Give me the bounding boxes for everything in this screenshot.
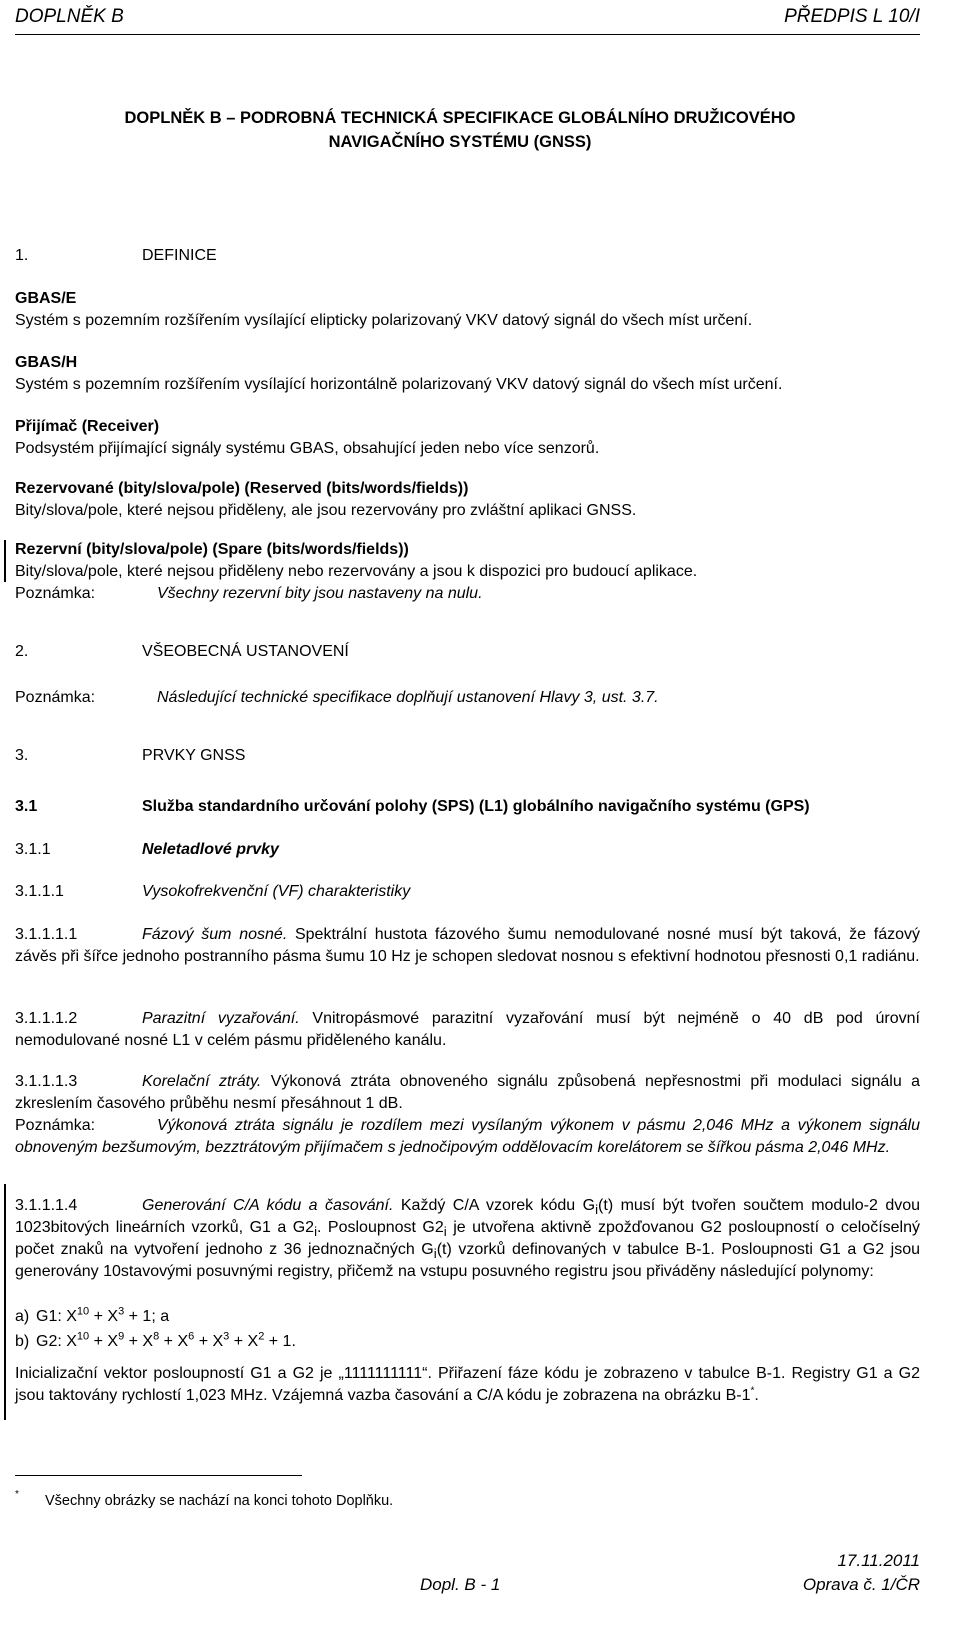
poly-text: + X	[159, 1333, 189, 1350]
definition-term: Přijímač (Receiver)	[15, 418, 160, 435]
paragraph-number: 3.1.1.1.4	[15, 1197, 78, 1214]
definition-text: Systém s pozemním rozšířením vysílající elipticky polarizovaný VKV datový signál do všech míst určení.	[15, 312, 753, 329]
paragraph-text: je utvořena aktivně zpožďovanou G2 posloupností o celočíselný počet znaků na vytvoření jednoho z 36 jednoznačných G	[15, 1219, 920, 1258]
section-title: PRVKY GNSS	[142, 747, 246, 764]
section-number: 2.	[15, 643, 29, 660]
paragraph-3-1-1-1-4	[15, 1195, 920, 1283]
poly-text: + X	[124, 1333, 154, 1350]
header-divider	[15, 34, 920, 35]
section-number: 3.1.1.1	[15, 883, 64, 900]
paragraph-text: Inicializační vektor posloupností G1 a G2 je „1111111111“. Přiřazení fáze kódu je zobrazeno v tabulce B-1. Registry G1 a G2 jsou taktovány rychlostí 1,023 MHz. Vzájemná vazba časování a C/A kódu je zobrazena na obrázku B-1	[15, 1365, 920, 1404]
poly-text: G1: X	[36, 1308, 77, 1325]
section-number: 3.	[15, 747, 29, 764]
paragraph-init-vector	[15, 1363, 920, 1407]
paragraph-number: 3.1.1.1.2	[15, 1010, 78, 1027]
paragraph-text: (t) musí být tvořen součtem modulo-2 dvou 1023bitových lineárních vzorků, G1 a G2	[15, 1197, 921, 1236]
poly-text: G2: X	[36, 1333, 77, 1350]
subscript: i	[314, 1224, 318, 1240]
poly-text: + 1.	[264, 1333, 296, 1350]
note-label: Poznámka:	[15, 1117, 96, 1134]
section-title: DEFINICE	[142, 247, 217, 264]
subscript: i	[443, 1224, 447, 1240]
list-label: a)	[15, 1308, 30, 1325]
definition-text: Bity/slova/pole, které nejsou přiděleny nebo rezervovány a jsou k dispozici pro budoucí aplikace.	[15, 563, 698, 580]
exponent: 8	[153, 1330, 160, 1343]
list-label: b)	[15, 1333, 30, 1350]
definition-term: Rezervní (bity/slova/pole) (Spare (bits/words/fields))	[15, 541, 409, 558]
definition-text: Podsystém přijímající signály systému GBAS, obsahující jeden nebo více senzorů.	[15, 440, 600, 457]
paragraph-text: Vnitropásmové parazitní vyzařování musí být nejméně o 40 dB pod úrovní nemodulované nosné L1 v celém pásmu přiděleného kanálu.	[15, 1010, 920, 1049]
note-label: Poznámka:	[15, 689, 96, 706]
paragraph-text: .	[754, 1387, 759, 1404]
definition-term: GBAS/H	[15, 354, 78, 371]
definition-receiver	[15, 416, 920, 460]
paragraph-heading: Korelační ztráty.	[142, 1073, 262, 1090]
note-text: Následující technické specifikace doplňují ustanovení Hlavy 3, ust. 3.7.	[157, 689, 659, 706]
footnote-mark: *	[15, 1489, 19, 1501]
exponent: 10	[76, 1305, 90, 1318]
paragraph-number: 3.1.1.1.3	[15, 1073, 78, 1090]
header-left: DOPLNĚK B	[15, 6, 124, 27]
footnote	[15, 1489, 394, 1509]
section-title: VŠEOBECNÁ USTANOVENÍ	[142, 643, 349, 660]
header-right: PŘEDPIS L 10/I	[784, 6, 920, 27]
note-text: Výkonová ztráta signálu je rozdílem mezi vysílaným výkonem v pásmu 2,046 MHz a výkonem signálu obnoveným bezšumovým, bezztrátovým přijímačem s jednočipovým oddělovacím korelátorem se šířkou pásma 2,046 MHz.	[15, 1117, 920, 1156]
section-number: 1.	[15, 247, 29, 264]
paragraph-heading: Fázový šum nosné.	[142, 926, 288, 943]
revision-bar	[4, 1184, 6, 1420]
section-title: Neletadlové prvky	[142, 841, 279, 858]
definition-reserved	[15, 478, 920, 522]
footer-page-number: Dopl. B - 1	[420, 1575, 501, 1594]
poly-text: + X	[229, 1333, 259, 1350]
footnote-divider	[15, 1475, 302, 1476]
paragraph-heading: Generování C/A kódu a časování.	[142, 1197, 394, 1214]
definition-text: Bity/slova/pole, které nejsou přiděleny, ale jsou rezervovány pro zvláštní aplikaci GNSS.	[15, 502, 637, 519]
definition-text: Systém s pozemním rozšířením vysílající horizontálně polarizovaný VKV datový signál do všech míst určení.	[15, 376, 783, 393]
footer-date: 17.11.2011	[837, 1551, 920, 1570]
exponent: 3	[118, 1305, 125, 1318]
exponent: 6	[188, 1330, 195, 1343]
paragraph-text: Každý C/A vzorek kódu G	[393, 1197, 596, 1214]
footnote-text: Všechny obrázky se nachází na konci tohoto Doplňku.	[45, 1493, 394, 1509]
paragraph-text: (t) vzorků definovaných v tabulce B-1. Posloupnosti G1 a G2 jsou generovány 10stavovými posuvnými registry, přičemž na vstupu posuvného registru jsou přiváděny následující polynomy:	[15, 1241, 920, 1280]
poly-text: + X	[89, 1308, 119, 1325]
note-spare-bits	[15, 583, 920, 605]
paragraph-text: . Posloupnost G2	[317, 1219, 444, 1236]
footer-amendment: Oprava č. 1/ČR	[802, 1575, 920, 1594]
polynomial-b	[15, 1331, 920, 1353]
exponent: 3	[223, 1330, 230, 1343]
exponent: 2	[258, 1330, 265, 1343]
section-number: 3.1.1	[15, 841, 51, 858]
definition-gbas-h	[15, 352, 920, 396]
poly-text: + 1; a	[124, 1308, 170, 1325]
note-label: Poznámka:	[15, 585, 96, 602]
definition-term: GBAS/E	[15, 290, 77, 307]
poly-text: + X	[89, 1333, 119, 1350]
footnote-mark: *	[750, 1385, 755, 1397]
poly-text: + X	[194, 1333, 224, 1350]
paragraph-number: 3.1.1.1.1	[15, 926, 78, 943]
note-text: Všechny rezervní bity jsou nastaveny na nulu.	[157, 585, 483, 602]
subscript: i	[433, 1246, 437, 1262]
revision-bar	[4, 540, 6, 582]
paragraph-3-1-1-1-1	[15, 924, 920, 968]
note-correlation-loss	[15, 1115, 920, 1159]
section-title: Služba standardního určování polohy (SPS) (L1) globálního navigačního systému (GPS)	[142, 798, 810, 815]
subscript: i	[595, 1202, 599, 1218]
exponent: 10	[76, 1330, 90, 1343]
section-title: Vysokofrekvenční (VF) charakteristiky	[142, 883, 411, 900]
document-title: DOPLNĚK B – PODROBNÁ TECHNICKÁ SPECIFIKACE GLOBÁLNÍHO DRUŽICOVÉHO NAVIGAČNÍHO SYSTÉMU (GNSS)	[124, 109, 796, 151]
definition-spare	[15, 539, 920, 583]
polynomial-a	[15, 1306, 920, 1328]
paragraph-text: Spektrální hustota fázového šumu nemodulované nosné musí být taková, že fázový závěs při šířce jednoho postranního pásma šumu 10 Hz je schopen sledovat nosnou s efektivní hodnotou přesnosti 0,1 radiánu.	[15, 926, 920, 965]
note-general	[15, 687, 920, 709]
definition-gbas-e	[15, 288, 920, 332]
paragraph-3-1-1-1-3	[15, 1071, 920, 1115]
exponent: 9	[118, 1330, 125, 1343]
definition-term: Rezervované (bity/slova/pole) (Reserved (bits/words/fields))	[15, 480, 469, 497]
paragraph-3-1-1-1-2	[15, 1008, 920, 1052]
paragraph-text: Výkonová ztráta obnoveného signálu způsobená nepřesnostmi při modulaci signálu a zkreslením časového průběhu nesmí přesáhnout 1 dB.	[15, 1073, 920, 1112]
paragraph-heading: Parazitní vyzařování.	[142, 1010, 300, 1027]
section-number: 3.1	[15, 798, 38, 815]
